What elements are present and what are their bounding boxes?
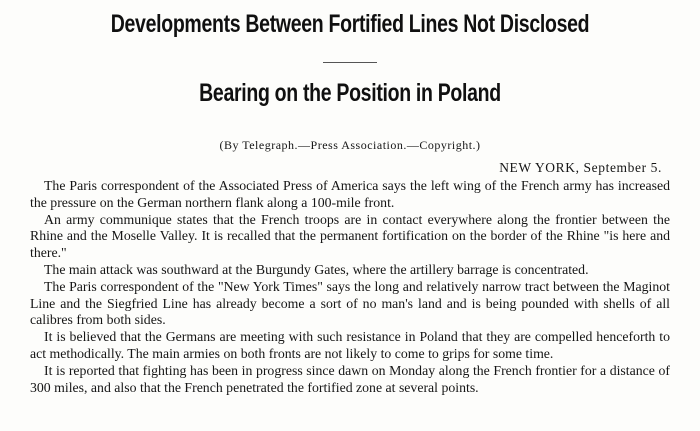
- paragraph-3: The main attack was southward at the Burgundy Gates, where the artillery barrage is concentrated.: [44, 261, 589, 277]
- paragraph-2: An army communique states that the French troops are in contact everywhere along the frontier between the Rhine and the Moselle Valley. It is recalled that the permanent fortification on the border of the Rhine "is here and there.": [30, 211, 670, 261]
- byline: (By Telegraph.—Press Association.—Copyright.): [219, 138, 481, 152]
- paragraph-5: It is believed that the Germans are meeting with such resistance in Poland that they are compelled henceforth to act methodically. The main armies on both fronts are not likely to come to grips for some time.: [30, 329, 670, 361]
- paragraph-6: It is reported that fighting has been in progress since dawn on Monday along the French frontier for a distance of 300 miles, and also that the French penetrated the fortified zone at several points.: [30, 362, 670, 395]
- article-body: [30, 178, 670, 396]
- dateline: NEW YORK, September 5.: [499, 160, 662, 175]
- paragraph-4: The Paris correspondent of the "New York Times" says the long and relatively narrow tract between the Maginot Line and the Siegfried Line has already become a sort of no man's land and is being pounded with shells of all calibres from both sides.: [30, 278, 670, 328]
- headline-divider: [323, 62, 377, 63]
- paragraph-1: The Paris correspondent of the Associated Press of America says the left wing of the French army has increased the pressure on the German northern flank along a 100-mile front.: [30, 178, 670, 210]
- sub-headline: Bearing on the Position in Poland: [199, 79, 501, 107]
- main-headline: Developments Between Fortified Lines Not Disclosed: [110, 10, 590, 38]
